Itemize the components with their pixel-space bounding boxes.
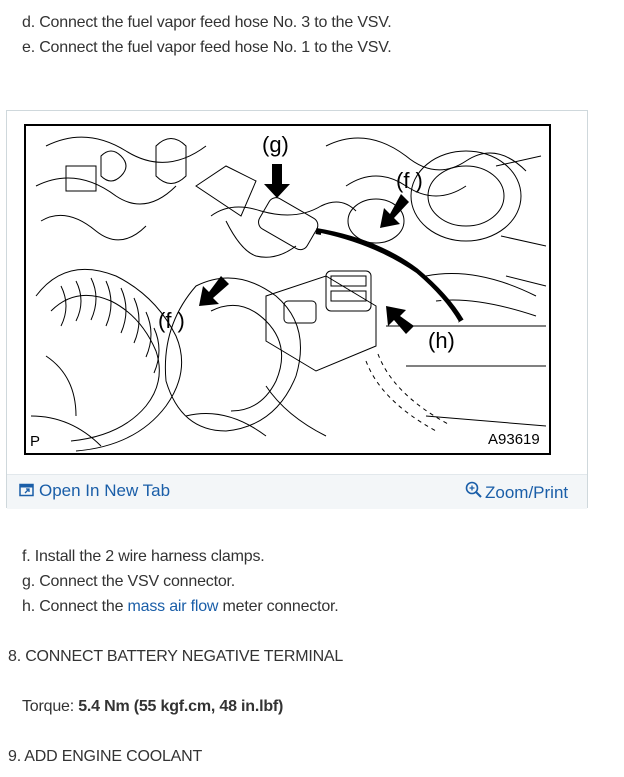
section-9-heading: 9. ADD ENGINE COOLANT [8, 748, 203, 765]
label-g: (g) [262, 132, 289, 157]
figure-code: A93619 [488, 431, 540, 448]
step-h-text [22, 597, 339, 617]
label-h: (h) [428, 328, 455, 353]
zoom-print-button[interactable] [465, 481, 568, 503]
engine-diagram[interactable] [24, 124, 551, 455]
torque-label: Torque: [22, 698, 79, 715]
mass-air-flow-link[interactable]: mass air flow [127, 598, 219, 615]
open-in-new-tab-button[interactable] [19, 481, 170, 501]
step-h-suffix: meter connector. [218, 598, 339, 615]
step-f-text: f. Install the 2 wire harness clamps. [22, 548, 265, 565]
label-f-right: (f ) [396, 168, 423, 193]
torque-value: 5.4 Nm (55 kgf.cm, 48 in.lbf) [78, 698, 284, 715]
arrow-f-right-icon [380, 194, 409, 228]
step-h-prefix: h. Connect the [22, 598, 128, 615]
label-f-left: (f ) [158, 308, 185, 333]
zoom-print-label: Zoom/Print [485, 483, 569, 502]
step-g-text: g. Connect the VSV connector. [22, 573, 236, 590]
arrow-h-icon [386, 306, 414, 334]
step-e-text: e. Connect the fuel vapor feed hose No. 1 to the VSV. [22, 39, 392, 56]
arrow-g-icon [264, 164, 290, 198]
step-d-text: d. Connect the fuel vapor feed hose No. 3 to the VSV. [22, 14, 392, 31]
zoom-icon [465, 481, 483, 499]
torque-spec [22, 697, 283, 717]
open-in-new-tab-label: Open In New Tab [39, 481, 171, 500]
arrow-f-left-icon [199, 276, 229, 306]
figure-toolbar [7, 474, 587, 509]
diagram-illustration [26, 126, 549, 453]
open-in-new-tab-icon [19, 483, 35, 497]
section-8-heading: 8. CONNECT BATTERY NEGATIVE TERMINAL [8, 648, 344, 665]
label-corner-p: P [30, 433, 41, 450]
figure-container [6, 110, 588, 508]
